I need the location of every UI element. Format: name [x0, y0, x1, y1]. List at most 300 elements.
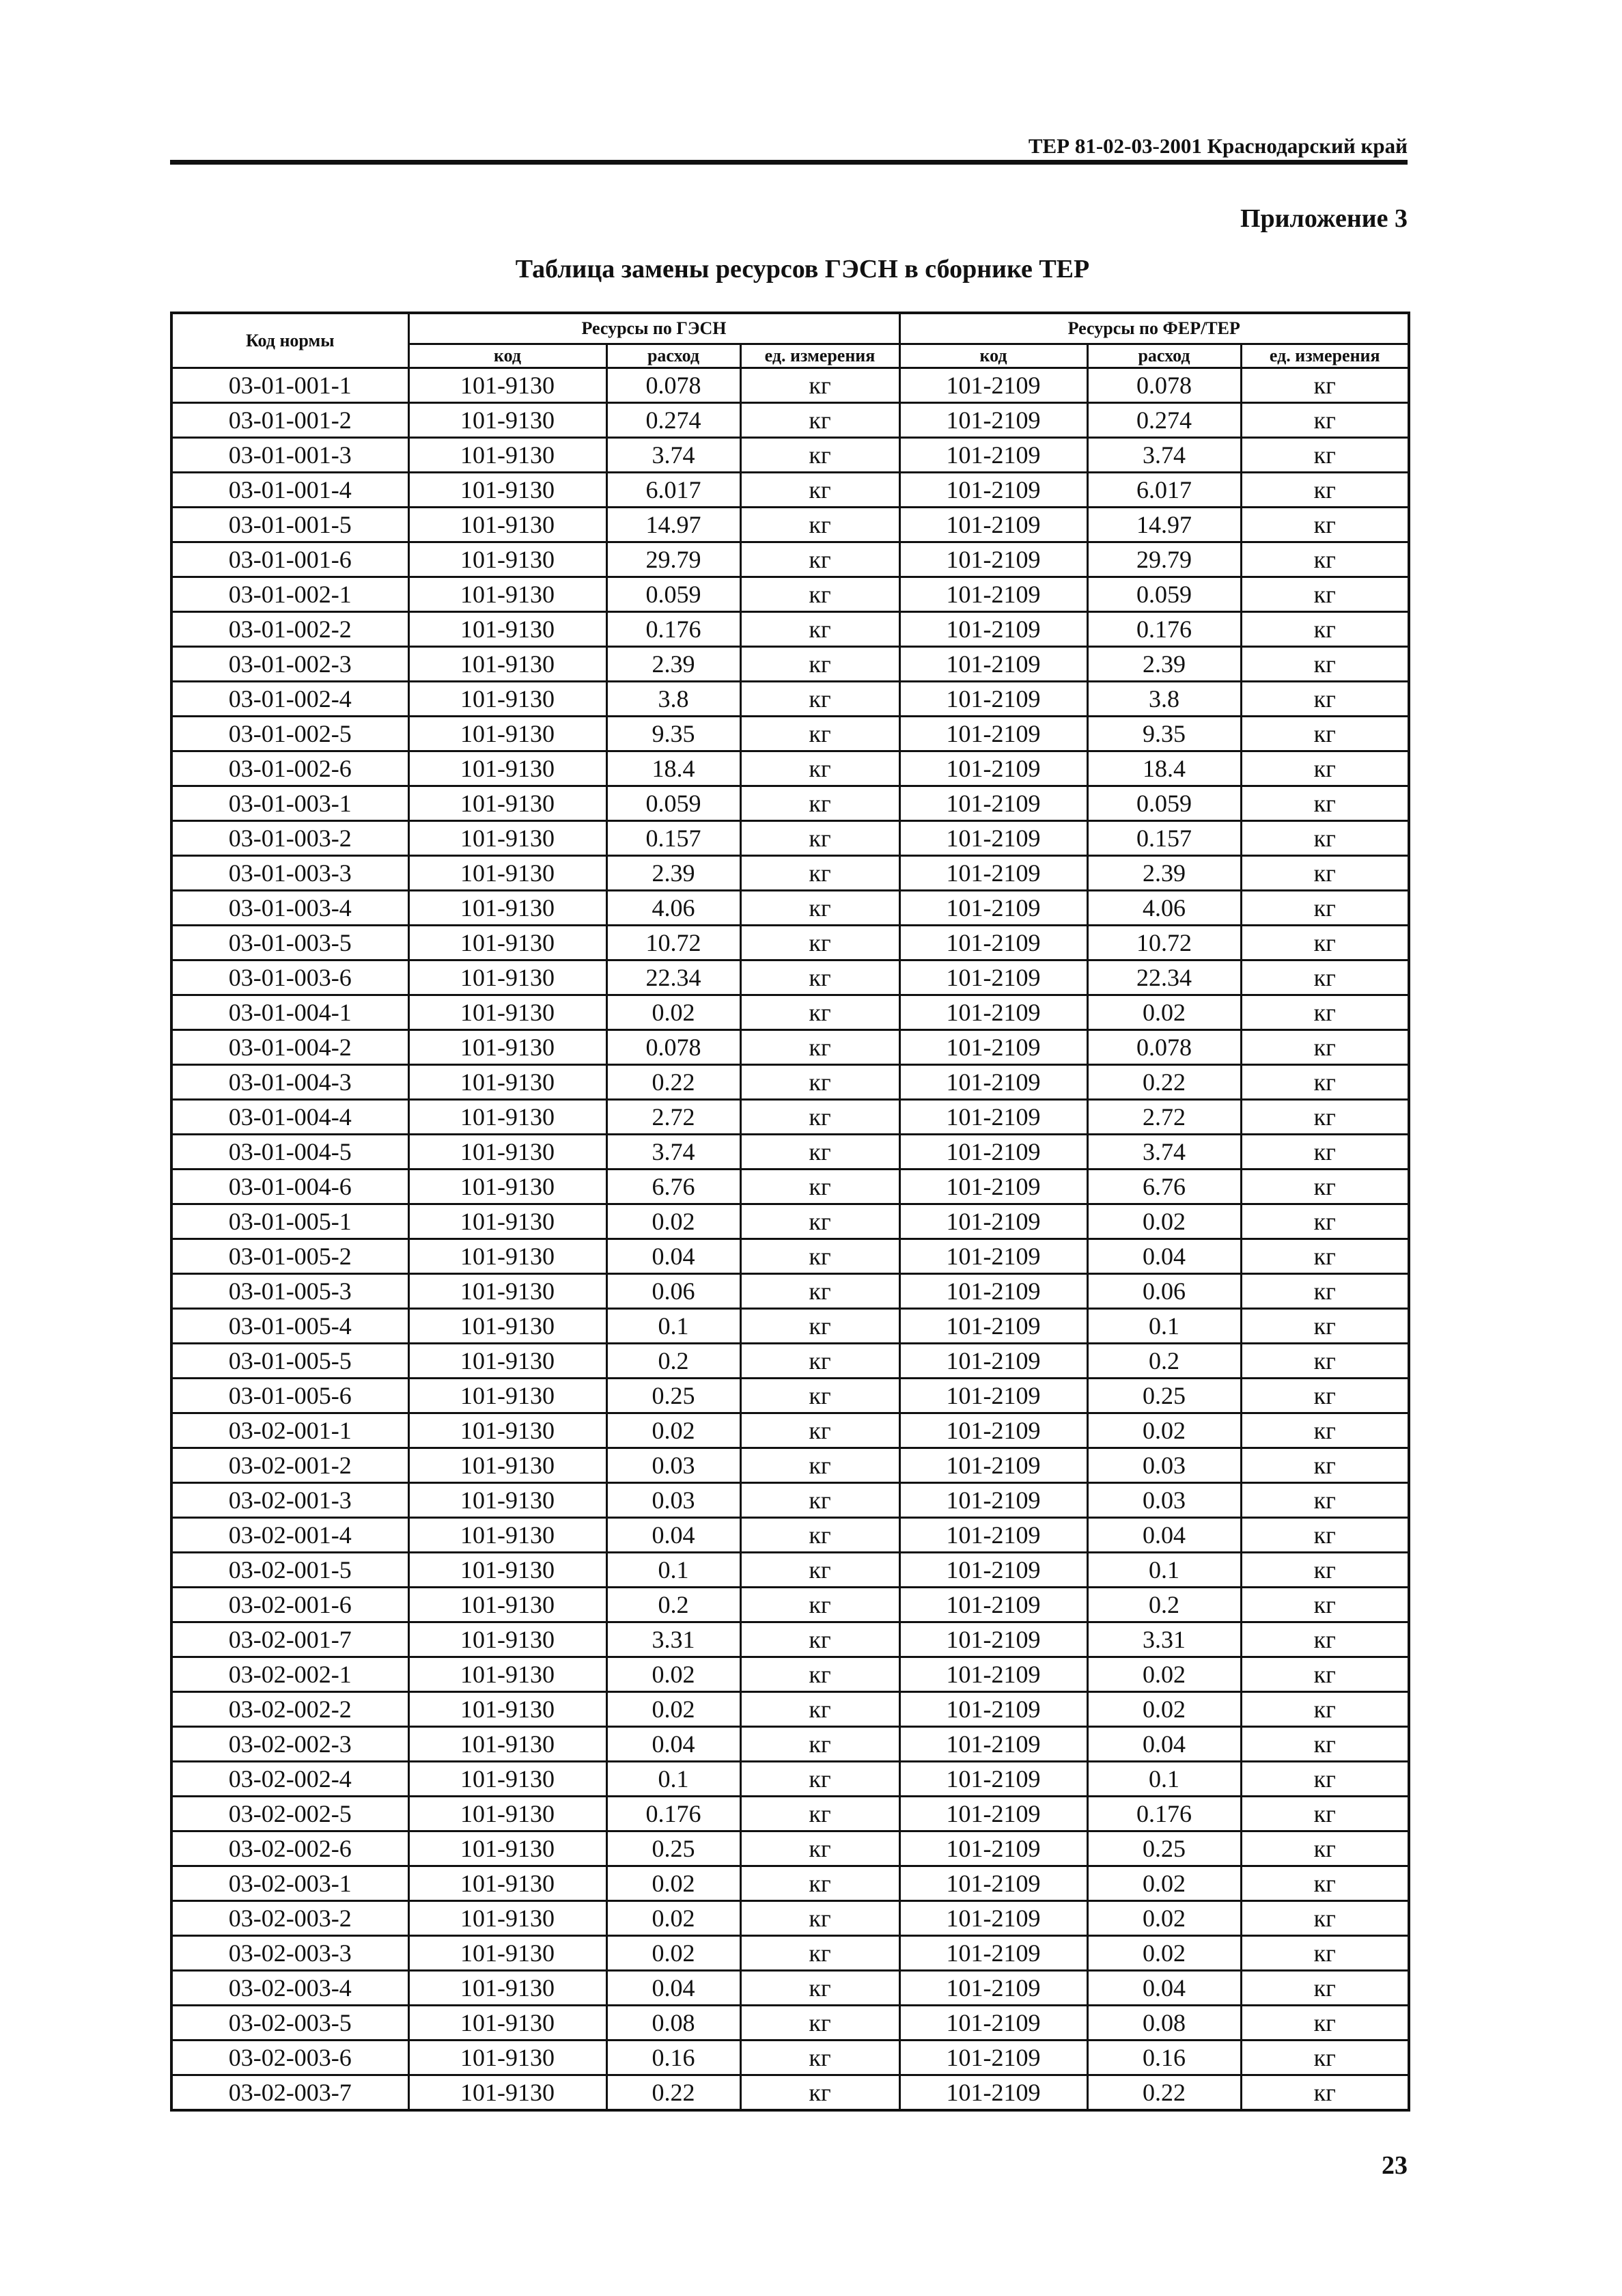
- fer-consumption-cell: 0.176: [1087, 1797, 1241, 1831]
- gesn-unit-cell: кг: [740, 473, 899, 508]
- gesn-consumption-cell: 0.02: [606, 1692, 740, 1727]
- gesn-code-cell: 101-9130: [408, 856, 606, 891]
- gesn-consumption-cell: 2.39: [606, 647, 740, 682]
- fer-unit-cell: кг: [1241, 612, 1409, 647]
- header-norm-code: Код нормы: [171, 313, 408, 368]
- gesn-unit-cell: кг: [740, 368, 899, 403]
- fer-code-cell: 101-2109: [899, 1135, 1087, 1170]
- fer-code-cell: 101-2109: [899, 1448, 1087, 1483]
- norm-code-cell: 03-01-002-5: [171, 717, 408, 751]
- gesn-consumption-cell: 0.02: [606, 1413, 740, 1448]
- gesn-unit-cell: кг: [740, 1518, 899, 1553]
- gesn-code-cell: 101-9130: [408, 1866, 606, 1901]
- fer-consumption-cell: 0.02: [1087, 1204, 1241, 1239]
- norm-code-cell: 03-01-002-2: [171, 612, 408, 647]
- norm-code-cell: 03-02-003-1: [171, 1866, 408, 1901]
- gesn-consumption-cell: 0.03: [606, 1483, 740, 1518]
- table-row: [171, 1448, 1409, 1483]
- gesn-consumption-cell: 3.74: [606, 1135, 740, 1170]
- gesn-consumption-cell: 0.02: [606, 1901, 740, 1936]
- gesn-code-cell: 101-9130: [408, 473, 606, 508]
- gesn-code-cell: 101-9130: [408, 1239, 606, 1274]
- gesn-consumption-cell: 0.059: [606, 786, 740, 821]
- gesn-unit-cell: кг: [740, 1344, 899, 1379]
- norm-code-cell: 03-01-002-1: [171, 577, 408, 612]
- norm-code-cell: 03-01-005-1: [171, 1204, 408, 1239]
- gesn-consumption-cell: 0.02: [606, 1936, 740, 1971]
- table-row: [171, 2075, 1409, 2111]
- fer-code-cell: 101-2109: [899, 1170, 1087, 1204]
- gesn-consumption-cell: 0.08: [606, 2006, 740, 2041]
- gesn-unit-cell: кг: [740, 1309, 899, 1344]
- table-row: [171, 856, 1409, 891]
- fer-code-cell: 101-2109: [899, 2075, 1087, 2111]
- gesn-unit-cell: кг: [740, 1170, 899, 1204]
- fer-unit-cell: кг: [1241, 1901, 1409, 1936]
- gesn-consumption-cell: 4.06: [606, 891, 740, 926]
- table-row: [171, 1692, 1409, 1727]
- gesn-code-cell: 101-9130: [408, 368, 606, 403]
- fer-code-cell: 101-2109: [899, 751, 1087, 786]
- fer-code-cell: 101-2109: [899, 891, 1087, 926]
- table-row: [171, 1936, 1409, 1971]
- gesn-code-cell: 101-9130: [408, 1135, 606, 1170]
- gesn-consumption-cell: 0.274: [606, 403, 740, 438]
- gesn-unit-cell: кг: [740, 1448, 899, 1483]
- fer-unit-cell: кг: [1241, 1379, 1409, 1413]
- table-row: [171, 891, 1409, 926]
- gesn-code-cell: 101-9130: [408, 1065, 606, 1100]
- fer-consumption-cell: 0.059: [1087, 577, 1241, 612]
- gesn-unit-cell: кг: [740, 1204, 899, 1239]
- fer-consumption-cell: 0.04: [1087, 1971, 1241, 2006]
- fer-code-cell: 101-2109: [899, 995, 1087, 1030]
- norm-code-cell: 03-01-001-2: [171, 403, 408, 438]
- table-row: [171, 1553, 1409, 1588]
- fer-code-cell: 101-2109: [899, 1588, 1087, 1622]
- norm-code-cell: 03-02-002-1: [171, 1657, 408, 1692]
- appendix-label: Приложение 3: [1240, 204, 1408, 233]
- norm-code-cell: 03-01-003-4: [171, 891, 408, 926]
- header-gesn-unit: ед. измерения: [740, 344, 899, 368]
- fer-unit-cell: кг: [1241, 473, 1409, 508]
- gesn-consumption-cell: 9.35: [606, 717, 740, 751]
- gesn-unit-cell: кг: [740, 926, 899, 960]
- fer-unit-cell: кг: [1241, 1727, 1409, 1762]
- fer-code-cell: 101-2109: [899, 1901, 1087, 1936]
- gesn-unit-cell: кг: [740, 1135, 899, 1170]
- fer-consumption-cell: 2.72: [1087, 1100, 1241, 1135]
- norm-code-cell: 03-01-001-3: [171, 438, 408, 473]
- gesn-consumption-cell: 0.22: [606, 1065, 740, 1100]
- gesn-code-cell: 101-9130: [408, 1762, 606, 1797]
- gesn-code-cell: 101-9130: [408, 1170, 606, 1204]
- fer-unit-cell: кг: [1241, 1831, 1409, 1866]
- gesn-code-cell: 101-9130: [408, 1588, 606, 1622]
- gesn-code-cell: 101-9130: [408, 2041, 606, 2075]
- fer-consumption-cell: 0.1: [1087, 1762, 1241, 1797]
- norm-code-cell: 03-01-005-2: [171, 1239, 408, 1274]
- fer-consumption-cell: 0.176: [1087, 612, 1241, 647]
- gesn-code-cell: 101-9130: [408, 821, 606, 856]
- gesn-unit-cell: кг: [740, 1971, 899, 2006]
- fer-code-cell: 101-2109: [899, 786, 1087, 821]
- gesn-code-cell: 101-9130: [408, 1657, 606, 1692]
- gesn-consumption-cell: 6.76: [606, 1170, 740, 1204]
- fer-code-cell: 101-2109: [899, 368, 1087, 403]
- fer-unit-cell: кг: [1241, 1971, 1409, 2006]
- gesn-consumption-cell: 0.176: [606, 612, 740, 647]
- gesn-code-cell: 101-9130: [408, 1692, 606, 1727]
- fer-code-cell: 101-2109: [899, 1797, 1087, 1831]
- norm-code-cell: 03-01-001-6: [171, 542, 408, 577]
- fer-unit-cell: кг: [1241, 2006, 1409, 2041]
- norm-code-cell: 03-01-003-2: [171, 821, 408, 856]
- gesn-consumption-cell: 0.06: [606, 1274, 740, 1309]
- gesn-consumption-cell: 0.1: [606, 1762, 740, 1797]
- fer-unit-cell: кг: [1241, 960, 1409, 995]
- fer-unit-cell: кг: [1241, 438, 1409, 473]
- gesn-unit-cell: кг: [740, 647, 899, 682]
- table-row: [171, 1518, 1409, 1553]
- table-row: [171, 682, 1409, 717]
- fer-consumption-cell: 0.25: [1087, 1831, 1241, 1866]
- gesn-code-cell: 101-9130: [408, 1936, 606, 1971]
- gesn-consumption-cell: 0.2: [606, 1588, 740, 1622]
- norm-code-cell: 03-01-003-6: [171, 960, 408, 995]
- fer-consumption-cell: 9.35: [1087, 717, 1241, 751]
- fer-code-cell: 101-2109: [899, 473, 1087, 508]
- gesn-code-cell: 101-9130: [408, 1727, 606, 1762]
- fer-consumption-cell: 0.02: [1087, 995, 1241, 1030]
- running-header: ТЕР 81-02-03-2001 Краснодарский край: [1028, 134, 1408, 158]
- fer-code-cell: 101-2109: [899, 508, 1087, 542]
- fer-consumption-cell: 0.274: [1087, 403, 1241, 438]
- table-row: [171, 647, 1409, 682]
- table-row: [171, 1344, 1409, 1379]
- gesn-consumption-cell: 0.04: [606, 1727, 740, 1762]
- fer-consumption-cell: 10.72: [1087, 926, 1241, 960]
- fer-code-cell: 101-2109: [899, 1971, 1087, 2006]
- fer-unit-cell: кг: [1241, 403, 1409, 438]
- table-row: [171, 751, 1409, 786]
- gesn-code-cell: 101-9130: [408, 891, 606, 926]
- gesn-consumption-cell: 2.72: [606, 1100, 740, 1135]
- gesn-code-cell: 101-9130: [408, 1831, 606, 1866]
- norm-code-cell: 03-01-005-6: [171, 1379, 408, 1413]
- fer-code-cell: 101-2109: [899, 1204, 1087, 1239]
- norm-code-cell: 03-01-004-3: [171, 1065, 408, 1100]
- table-row: [171, 403, 1409, 438]
- gesn-consumption-cell: 29.79: [606, 542, 740, 577]
- gesn-code-cell: 101-9130: [408, 2075, 606, 2111]
- norm-code-cell: 03-02-001-6: [171, 1588, 408, 1622]
- gesn-code-cell: 101-9130: [408, 1204, 606, 1239]
- fer-unit-cell: кг: [1241, 1692, 1409, 1727]
- fer-consumption-cell: 6.76: [1087, 1170, 1241, 1204]
- header-fer-unit: ед. измерения: [1241, 344, 1409, 368]
- norm-code-cell: 03-02-002-4: [171, 1762, 408, 1797]
- norm-code-cell: 03-02-003-5: [171, 2006, 408, 2041]
- gesn-code-cell: 101-9130: [408, 577, 606, 612]
- table-row: [171, 1309, 1409, 1344]
- gesn-unit-cell: кг: [740, 960, 899, 995]
- fer-unit-cell: кг: [1241, 1100, 1409, 1135]
- gesn-code-cell: 101-9130: [408, 1344, 606, 1379]
- gesn-consumption-cell: 2.39: [606, 856, 740, 891]
- norm-code-cell: 03-01-001-1: [171, 368, 408, 403]
- gesn-unit-cell: кг: [740, 2006, 899, 2041]
- gesn-code-cell: 101-9130: [408, 2006, 606, 2041]
- fer-code-cell: 101-2109: [899, 2041, 1087, 2075]
- norm-code-cell: 03-01-005-4: [171, 1309, 408, 1344]
- fer-unit-cell: кг: [1241, 1483, 1409, 1518]
- fer-unit-cell: кг: [1241, 1413, 1409, 1448]
- gesn-unit-cell: кг: [740, 1239, 899, 1274]
- table-row: [171, 508, 1409, 542]
- gesn-consumption-cell: 0.078: [606, 1030, 740, 1065]
- fer-unit-cell: кг: [1241, 1309, 1409, 1344]
- fer-unit-cell: кг: [1241, 1588, 1409, 1622]
- fer-unit-cell: кг: [1241, 1622, 1409, 1657]
- gesn-consumption-cell: 0.02: [606, 1657, 740, 1692]
- gesn-code-cell: 101-9130: [408, 1030, 606, 1065]
- table-body: [171, 368, 1409, 2111]
- norm-code-cell: 03-02-001-2: [171, 1448, 408, 1483]
- table-row: [171, 1622, 1409, 1657]
- table-row: [171, 1239, 1409, 1274]
- norm-code-cell: 03-01-001-4: [171, 473, 408, 508]
- gesn-code-cell: 101-9130: [408, 960, 606, 995]
- fer-unit-cell: кг: [1241, 1657, 1409, 1692]
- table-row: [171, 1831, 1409, 1866]
- table-row: [171, 1030, 1409, 1065]
- fer-code-cell: 101-2109: [899, 1936, 1087, 1971]
- gesn-unit-cell: кг: [740, 1657, 899, 1692]
- table-row: [171, 1413, 1409, 1448]
- norm-code-cell: 03-01-004-5: [171, 1135, 408, 1170]
- fer-unit-cell: кг: [1241, 1797, 1409, 1831]
- fer-code-cell: 101-2109: [899, 647, 1087, 682]
- gesn-unit-cell: кг: [740, 1622, 899, 1657]
- fer-unit-cell: кг: [1241, 1135, 1409, 1170]
- fer-unit-cell: кг: [1241, 856, 1409, 891]
- fer-unit-cell: кг: [1241, 2075, 1409, 2111]
- fer-code-cell: 101-2109: [899, 1831, 1087, 1866]
- gesn-code-cell: 101-9130: [408, 1448, 606, 1483]
- fer-code-cell: 101-2109: [899, 1065, 1087, 1100]
- gesn-code-cell: 101-9130: [408, 717, 606, 751]
- fer-unit-cell: кг: [1241, 926, 1409, 960]
- norm-code-cell: 03-02-002-2: [171, 1692, 408, 1727]
- fer-code-cell: 101-2109: [899, 1239, 1087, 1274]
- norm-code-cell: 03-02-003-6: [171, 2041, 408, 2075]
- gesn-code-cell: 101-9130: [408, 1971, 606, 2006]
- gesn-consumption-cell: 0.04: [606, 1239, 740, 1274]
- table-row: [171, 1483, 1409, 1518]
- fer-code-cell: 101-2109: [899, 682, 1087, 717]
- fer-unit-cell: кг: [1241, 1030, 1409, 1065]
- fer-code-cell: 101-2109: [899, 1692, 1087, 1727]
- gesn-unit-cell: кг: [740, 1379, 899, 1413]
- gesn-consumption-cell: 0.25: [606, 1831, 740, 1866]
- norm-code-cell: 03-01-004-2: [171, 1030, 408, 1065]
- table-row: [171, 1901, 1409, 1936]
- fer-code-cell: 101-2109: [899, 1518, 1087, 1553]
- norm-code-cell: 03-01-002-4: [171, 682, 408, 717]
- header-fer-resources: Ресурсы по ФЕР/ТЕР: [899, 313, 1409, 344]
- fer-consumption-cell: 0.03: [1087, 1483, 1241, 1518]
- gesn-consumption-cell: 18.4: [606, 751, 740, 786]
- gesn-consumption-cell: 6.017: [606, 473, 740, 508]
- gesn-consumption-cell: 22.34: [606, 960, 740, 995]
- table-row: [171, 2006, 1409, 2041]
- gesn-unit-cell: кг: [740, 438, 899, 473]
- fer-code-cell: 101-2109: [899, 403, 1087, 438]
- gesn-unit-cell: кг: [740, 1831, 899, 1866]
- table-row: [171, 1065, 1409, 1100]
- fer-code-cell: 101-2109: [899, 1553, 1087, 1588]
- fer-code-cell: 101-2109: [899, 1657, 1087, 1692]
- gesn-unit-cell: кг: [740, 821, 899, 856]
- fer-consumption-cell: 2.39: [1087, 856, 1241, 891]
- gesn-code-cell: 101-9130: [408, 1483, 606, 1518]
- gesn-code-cell: 101-9130: [408, 647, 606, 682]
- fer-code-cell: 101-2109: [899, 1274, 1087, 1309]
- norm-code-cell: 03-02-001-4: [171, 1518, 408, 1553]
- gesn-consumption-cell: 0.1: [606, 1309, 740, 1344]
- table-row: [171, 1588, 1409, 1622]
- fer-unit-cell: кг: [1241, 682, 1409, 717]
- fer-unit-cell: кг: [1241, 1936, 1409, 1971]
- gesn-unit-cell: кг: [740, 1727, 899, 1762]
- fer-consumption-cell: 2.39: [1087, 647, 1241, 682]
- gesn-unit-cell: кг: [740, 2041, 899, 2075]
- fer-unit-cell: кг: [1241, 647, 1409, 682]
- gesn-unit-cell: кг: [740, 577, 899, 612]
- fer-consumption-cell: 0.02: [1087, 1936, 1241, 1971]
- gesn-unit-cell: кг: [740, 1692, 899, 1727]
- fer-consumption-cell: 0.25: [1087, 1379, 1241, 1413]
- gesn-consumption-cell: 0.2: [606, 1344, 740, 1379]
- header-fer-code: код: [899, 344, 1087, 368]
- fer-code-cell: 101-2109: [899, 717, 1087, 751]
- fer-code-cell: 101-2109: [899, 1100, 1087, 1135]
- fer-consumption-cell: 0.1: [1087, 1309, 1241, 1344]
- fer-consumption-cell: 4.06: [1087, 891, 1241, 926]
- fer-unit-cell: кг: [1241, 1274, 1409, 1309]
- fer-consumption-cell: 0.22: [1087, 1065, 1241, 1100]
- norm-code-cell: 03-02-003-3: [171, 1936, 408, 1971]
- fer-unit-cell: кг: [1241, 751, 1409, 786]
- gesn-unit-cell: кг: [740, 403, 899, 438]
- fer-consumption-cell: 0.078: [1087, 368, 1241, 403]
- gesn-code-cell: 101-9130: [408, 786, 606, 821]
- fer-unit-cell: кг: [1241, 1866, 1409, 1901]
- norm-code-cell: 03-02-003-7: [171, 2075, 408, 2111]
- fer-code-cell: 101-2109: [899, 1866, 1087, 1901]
- fer-consumption-cell: 0.06: [1087, 1274, 1241, 1309]
- gesn-code-cell: 101-9130: [408, 508, 606, 542]
- norm-code-cell: 03-01-005-3: [171, 1274, 408, 1309]
- gesn-code-cell: 101-9130: [408, 542, 606, 577]
- table-row: [171, 926, 1409, 960]
- fer-consumption-cell: 0.2: [1087, 1344, 1241, 1379]
- header-gesn-resources: Ресурсы по ГЭСН: [408, 313, 899, 344]
- gesn-consumption-cell: 0.04: [606, 1971, 740, 2006]
- fer-consumption-cell: 0.02: [1087, 1413, 1241, 1448]
- fer-code-cell: 101-2109: [899, 1379, 1087, 1413]
- fer-code-cell: 101-2109: [899, 1762, 1087, 1797]
- fer-unit-cell: кг: [1241, 995, 1409, 1030]
- table-title: Таблица замены ресурсов ГЭСН в сборнике ТЕР: [515, 255, 1090, 283]
- norm-code-cell: 03-01-004-6: [171, 1170, 408, 1204]
- gesn-unit-cell: кг: [740, 856, 899, 891]
- fer-consumption-cell: 3.31: [1087, 1622, 1241, 1657]
- fer-consumption-cell: 3.8: [1087, 682, 1241, 717]
- fer-unit-cell: кг: [1241, 1448, 1409, 1483]
- gesn-code-cell: 101-9130: [408, 751, 606, 786]
- fer-consumption-cell: 29.79: [1087, 542, 1241, 577]
- table-row: [171, 1204, 1409, 1239]
- table-row: [171, 1762, 1409, 1797]
- gesn-consumption-cell: 0.078: [606, 368, 740, 403]
- fer-code-cell: 101-2109: [899, 856, 1087, 891]
- gesn-consumption-cell: 3.8: [606, 682, 740, 717]
- gesn-code-cell: 101-9130: [408, 682, 606, 717]
- table-row: [171, 438, 1409, 473]
- table-row: [171, 1657, 1409, 1692]
- fer-consumption-cell: 0.02: [1087, 1657, 1241, 1692]
- gesn-unit-cell: кг: [740, 1762, 899, 1797]
- table-row: [171, 1866, 1409, 1901]
- table-row: [171, 821, 1409, 856]
- fer-consumption-cell: 0.02: [1087, 1692, 1241, 1727]
- fer-unit-cell: кг: [1241, 577, 1409, 612]
- gesn-consumption-cell: 0.176: [606, 1797, 740, 1831]
- gesn-unit-cell: кг: [740, 542, 899, 577]
- norm-code-cell: 03-01-003-1: [171, 786, 408, 821]
- fer-consumption-cell: 0.08: [1087, 2006, 1241, 2041]
- norm-code-cell: 03-02-003-2: [171, 1901, 408, 1936]
- gesn-code-cell: 101-9130: [408, 1100, 606, 1135]
- gesn-consumption-cell: 0.02: [606, 1866, 740, 1901]
- header-gesn-consumption: расход: [606, 344, 740, 368]
- gesn-consumption-cell: 0.059: [606, 577, 740, 612]
- table-row: [171, 612, 1409, 647]
- fer-code-cell: 101-2109: [899, 612, 1087, 647]
- fer-code-cell: 101-2109: [899, 1030, 1087, 1065]
- gesn-unit-cell: кг: [740, 1413, 899, 1448]
- table-row: [171, 1100, 1409, 1135]
- fer-consumption-cell: 0.02: [1087, 1901, 1241, 1936]
- fer-consumption-cell: 0.22: [1087, 2075, 1241, 2111]
- table-row: [171, 542, 1409, 577]
- gesn-consumption-cell: 14.97: [606, 508, 740, 542]
- fer-unit-cell: кг: [1241, 542, 1409, 577]
- gesn-unit-cell: кг: [740, 1936, 899, 1971]
- fer-unit-cell: кг: [1241, 1518, 1409, 1553]
- fer-code-cell: 101-2109: [899, 1483, 1087, 1518]
- fer-code-cell: 101-2109: [899, 1344, 1087, 1379]
- table-row: [171, 1274, 1409, 1309]
- gesn-code-cell: 101-9130: [408, 1379, 606, 1413]
- fer-consumption-cell: 0.16: [1087, 2041, 1241, 2075]
- table-row: [171, 577, 1409, 612]
- gesn-consumption-cell: 3.31: [606, 1622, 740, 1657]
- norm-code-cell: 03-02-001-7: [171, 1622, 408, 1657]
- gesn-consumption-cell: 0.22: [606, 2075, 740, 2111]
